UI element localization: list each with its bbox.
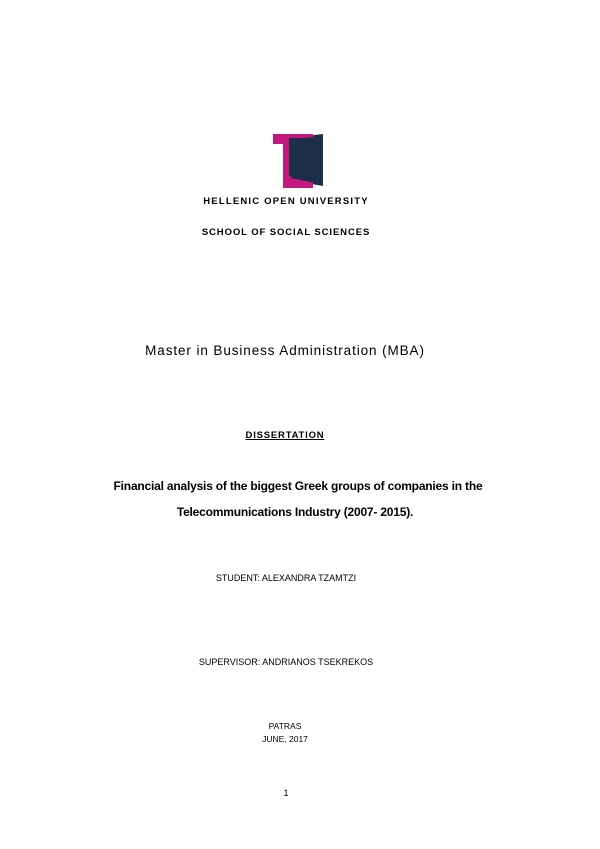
supervisor-name: SUPERVISOR: ANDRIANOS TSEKREKOS xyxy=(198,657,374,667)
date: JUNE, 2017 xyxy=(262,734,308,744)
school-name: SCHOOL OF SOCIAL SCIENCES xyxy=(201,227,371,238)
student-name: STUDENT: ALEXANDRA TZAMTZI xyxy=(215,573,357,583)
logo-navy-panel xyxy=(291,136,321,184)
university-name: HELLENIC OPEN UNIVERSITY xyxy=(203,196,369,207)
degree-program: Master in Business Administration (MBA) xyxy=(145,343,425,358)
document-type-heading: DISSERTATION xyxy=(245,430,325,441)
hellenic-open-university-logo-icon xyxy=(271,132,327,188)
page-number: 1 xyxy=(283,788,289,798)
place: PATRAS xyxy=(268,721,302,731)
dissertation-title-line-1: Financial analysis of the biggest Greek groups of companies in the xyxy=(113,479,483,493)
dissertation-title-line-2: Telecommunications Industry (2007- 2015). xyxy=(176,505,414,519)
